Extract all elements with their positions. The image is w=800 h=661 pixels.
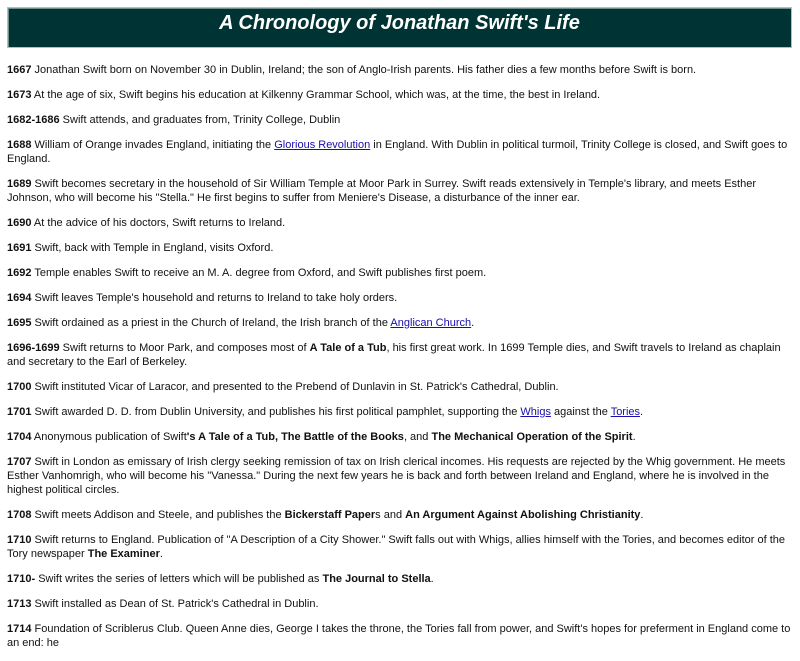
entry-year: 1714 bbox=[7, 623, 32, 635]
chronology-entry bbox=[7, 291, 793, 305]
entry-text: , his first great work. In 1699 Temple dies, and Swift travels to Ireland as chaplain and secretary to the Earl of Berkeley. bbox=[7, 342, 781, 368]
chronology-entry bbox=[7, 572, 793, 586]
entry-year: 1713 bbox=[7, 598, 32, 610]
entry-text: Swift returns to England. Publication of "A Description of a City Shower." Swift falls out with Whigs, allies himself with the Tories, and becomes editor of the Tory newspaper bbox=[7, 534, 786, 560]
work-title: An Argument Against Abolishing Christianity bbox=[405, 509, 641, 521]
chronology-entry bbox=[7, 405, 793, 419]
entry-text: William of Orange invades England, initiating the bbox=[31, 139, 275, 151]
work-title: A Tale of a Tub bbox=[309, 342, 387, 354]
entry-year: 1673 bbox=[7, 89, 32, 101]
chronology-entry bbox=[7, 430, 793, 444]
entry-text: , and bbox=[403, 431, 432, 443]
entry-text: Temple enables Swift to receive an M. A. degree from Oxford, and Swift publishes first poem. bbox=[31, 267, 487, 279]
entry-year: 1682-1686 bbox=[7, 114, 60, 126]
entry-text: At the advice of his doctors, Swift returns to Ireland. bbox=[31, 217, 286, 229]
chronology-entry bbox=[7, 533, 793, 561]
entry-year: 1696-1699 bbox=[7, 342, 60, 354]
entry-year: 1692 bbox=[7, 267, 32, 279]
chronology-entry bbox=[7, 241, 793, 255]
entry-text: in England. With Dublin in political turmoil, Trinity College is closed, and Swift goes to England. bbox=[7, 139, 788, 165]
entry-text: Swift meets Addison and Steele, and publishes the bbox=[31, 509, 285, 521]
chronology-entry bbox=[7, 455, 793, 497]
entry-text: At the age of six, Swift begins his education at Kilkenny Grammar School, which was, at the time, the best in Ireland. bbox=[31, 89, 601, 101]
entry-text: Jonathan Swift born on November 30 in Dublin, Ireland; the son of Anglo-Irish parents. His father dies a few months before Swift is born. bbox=[31, 64, 697, 76]
entry-year: 1707 bbox=[7, 456, 32, 468]
entry-text: . bbox=[430, 573, 434, 585]
entry-link[interactable]: Anglican Church bbox=[390, 317, 472, 329]
chronology-list bbox=[7, 63, 793, 661]
entry-text: Swift, back with Temple in England, visits Oxford. bbox=[31, 242, 274, 254]
work-title: The Journal to Stella bbox=[322, 573, 431, 585]
entry-text: . bbox=[159, 548, 163, 560]
entry-text: Swift becomes secretary in the household of Sir William Temple at Moor Park in Surrey. Swift reads extensively in Temple's library, and meets Esther Johnson, who will become his "Stella." He first begins to suffer from Meniere's Disease, a disturbance of the inner ear. bbox=[7, 178, 757, 204]
work-title: The Examiner bbox=[87, 548, 160, 560]
entry-link[interactable]: Glorious Revolution bbox=[274, 139, 371, 151]
chronology-entry bbox=[7, 88, 793, 102]
entry-text: . bbox=[640, 509, 644, 521]
entry-text: Swift ordained as a priest in the Church of Ireland, the Irish branch of the bbox=[31, 317, 391, 329]
entry-year: 1701 bbox=[7, 406, 32, 418]
entry-year: 1689 bbox=[7, 178, 32, 190]
entry-year: 1695 bbox=[7, 317, 32, 329]
chronology-entry bbox=[7, 622, 793, 650]
chronology-entry bbox=[7, 508, 793, 522]
chronology-entry bbox=[7, 380, 793, 394]
entry-text: Foundation of Scriblerus Club. Queen Anne dies, George I takes the throne, the Tories fall from power, and Swift's hopes for preferment in England come to an end: he bbox=[7, 623, 791, 649]
entry-text: against the bbox=[550, 406, 611, 418]
entry-year: 1691 bbox=[7, 242, 32, 254]
entry-text: s and bbox=[375, 509, 406, 521]
entry-link[interactable]: Whigs bbox=[520, 406, 551, 418]
entry-text: Anonymous publication of Swift bbox=[31, 431, 187, 443]
page-header bbox=[7, 7, 792, 48]
chronology-entry bbox=[7, 113, 793, 127]
entry-year: 1704 bbox=[7, 431, 32, 443]
work-title: The Mechanical Operation of the Spirit bbox=[431, 431, 633, 443]
chronology-entry bbox=[7, 597, 793, 611]
entry-text: . bbox=[471, 317, 475, 329]
entry-year: 1708 bbox=[7, 509, 32, 521]
entry-text: . bbox=[640, 406, 644, 418]
entry-text: Swift awarded D. D. from Dublin University, and publishes his first political pamphlet, supporting the bbox=[31, 406, 521, 418]
chronology-entry bbox=[7, 316, 793, 330]
entry-text: Swift in London as emissary of Irish clergy seeking remission of tax on Irish clerical incomes. His requests are rejected by the Whig government. He meets Esther Vanhomrigh, who will become his "Vanessa." During the next few years he is back and forth between Ireland and England, where he is involved in the highest political circles. bbox=[7, 456, 786, 496]
entry-text: Swift returns to Moor Park, and composes most of bbox=[59, 342, 310, 354]
chronology-entry bbox=[7, 266, 793, 280]
work-title: Bickerstaff Paper bbox=[284, 509, 376, 521]
entry-text: Swift leaves Temple's household and returns to Ireland to take holy orders. bbox=[31, 292, 398, 304]
entry-text: Swift attends, and graduates from, Trinity College, Dublin bbox=[59, 114, 341, 126]
entry-text: Swift writes the series of letters which will be published as bbox=[35, 573, 323, 585]
entry-year: 1690 bbox=[7, 217, 32, 229]
entry-year: 1710- bbox=[7, 573, 36, 585]
chronology-entry bbox=[7, 177, 793, 205]
entry-year: 1710 bbox=[7, 534, 32, 546]
work-title: 's A Tale of a Tub, The Battle of the Books bbox=[186, 431, 404, 443]
chronology-entry bbox=[7, 138, 793, 166]
entry-text: . bbox=[632, 431, 636, 443]
chronology-entry bbox=[7, 341, 793, 369]
entry-year: 1688 bbox=[7, 139, 32, 151]
entry-year: 1694 bbox=[7, 292, 32, 304]
entry-text: Swift installed as Dean of St. Patrick's Cathedral in Dublin. bbox=[31, 598, 319, 610]
entry-year: 1667 bbox=[7, 64, 32, 76]
chronology-entry bbox=[7, 63, 793, 77]
chronology-entry bbox=[7, 216, 793, 230]
entry-year: 1700 bbox=[7, 381, 32, 393]
page-title: A Chronology of Jonathan Swift's Life bbox=[219, 12, 580, 34]
entry-link[interactable]: Tories bbox=[610, 406, 641, 418]
entry-text: Swift instituted Vicar of Laracor, and presented to the Prebend of Dunlavin in St. Patrick's Cathedral, Dublin. bbox=[31, 381, 559, 393]
